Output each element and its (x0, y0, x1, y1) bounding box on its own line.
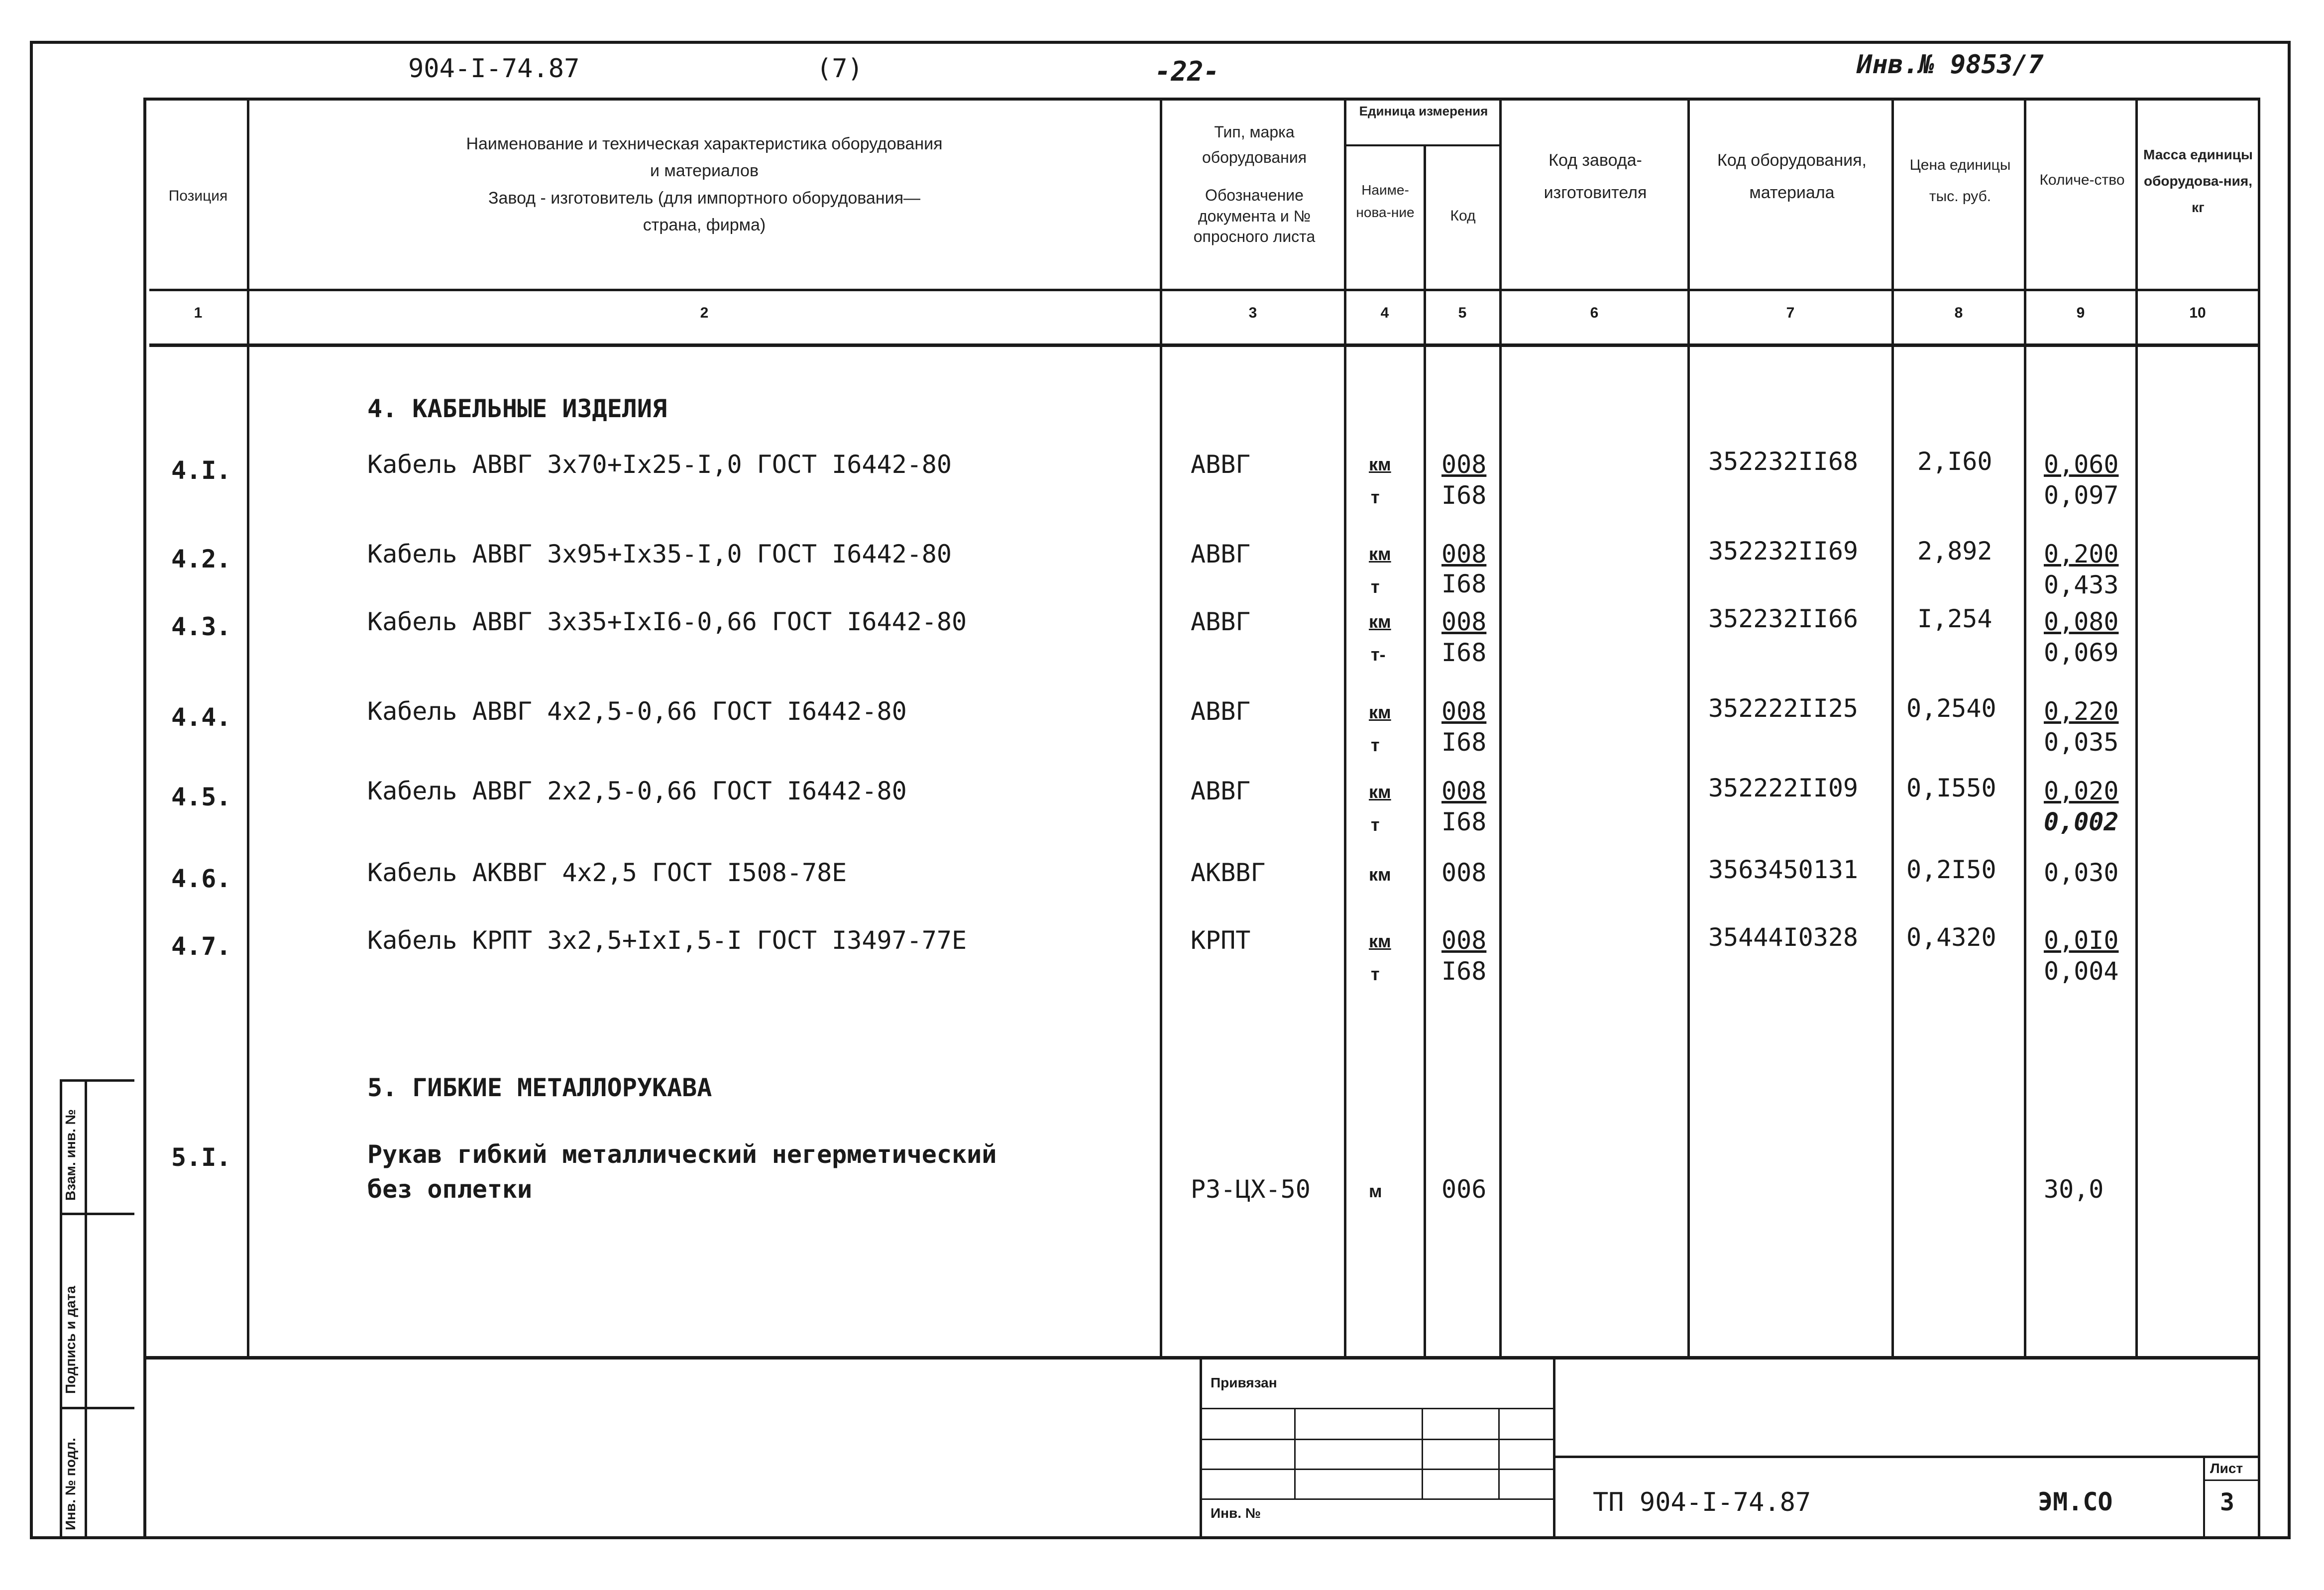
side-column-line (60, 1079, 62, 1538)
col-line-2 (1160, 98, 1162, 1357)
unit-group-line (1344, 144, 1500, 146)
row-unit: км (1369, 864, 1391, 885)
row-price: 2,I60 (1917, 447, 1992, 476)
row-position: 4.2. (171, 545, 231, 573)
sheet-paren: (7) (816, 54, 863, 84)
row-quantity: 0,035 (2044, 728, 2119, 757)
row-unit: т (1371, 964, 1380, 984)
row-material-code: 352232II66 (1708, 604, 1859, 633)
side-column-line (85, 1079, 87, 1538)
header-col6: Код завода-изготовителя (1544, 151, 1647, 202)
row-name: Рукав гибкий металлический негерметический (367, 1140, 997, 1169)
doc-code: 904-I-74.87 (408, 54, 580, 84)
row-price: I,254 (1917, 604, 1992, 633)
row-quantity: 0,069 (2044, 638, 2119, 667)
row-quantity: 30,0 (2044, 1175, 2104, 1204)
col-line-3 (1344, 98, 1346, 1357)
row-unit: т (1371, 576, 1380, 597)
row-code: 008 (1441, 607, 1487, 636)
row-code: 008 (1441, 777, 1487, 805)
title-line (1553, 1456, 2259, 1458)
row-quantity: 0,004 (2044, 957, 2119, 986)
title-code: ТП 904-I-74.87 (1593, 1487, 1811, 1517)
section-title: 4. КАБЕЛЬНЫЕ ИЗДЕЛИЯ (367, 394, 667, 423)
col-line-5 (1499, 98, 1502, 1357)
row-price: 0,2540 (1906, 694, 1996, 723)
row-quantity: 0,060 (2044, 450, 2119, 479)
row-name: Кабель АВВГ 4x2,5-0,66 ГОСТ I6442-80 (367, 697, 907, 726)
row-quantity: 0,097 (2044, 481, 2119, 510)
row-material-code: 35444I0328 (1708, 923, 1859, 952)
row-quantity: 0,200 (2044, 540, 2119, 568)
table-top (143, 98, 2259, 101)
row-name: Кабель АВВГ 3x35+IxI6-0,66 ГОСТ I6442-80 (367, 607, 967, 636)
row-code: I68 (1441, 569, 1487, 598)
col-line-10 (2258, 98, 2260, 1538)
row-material-code: 35634501З1 (1708, 855, 1859, 884)
colnum-10: 10 (2189, 305, 2206, 321)
stamp-divider (1422, 1408, 1423, 1498)
row-position: 4.7. (171, 932, 231, 961)
stamp-left (1200, 1356, 1202, 1538)
colnum-8: 8 (1954, 305, 1963, 321)
col-line-0 (143, 98, 146, 1538)
row-unit: т (1371, 814, 1380, 835)
row-position: 5.I. (171, 1143, 231, 1172)
col-line-7 (1891, 98, 1894, 1357)
row-type: АВВГ (1191, 450, 1251, 479)
row-unit: км (1369, 611, 1391, 632)
row-code: I68 (1441, 638, 1487, 667)
colnum-1: 1 (194, 305, 203, 321)
header-col3-top: Тип, марка оборудования (1202, 123, 1307, 167)
row-quantity: 0,220 (2044, 697, 2119, 726)
page-number: -22- (1155, 56, 1220, 87)
col-line-1 (247, 98, 249, 1357)
colnum-9: 9 (2076, 305, 2085, 321)
row-type: АВВГ (1191, 777, 1251, 805)
row-unit: км (1369, 702, 1391, 722)
row-type: АВВГ (1191, 697, 1251, 726)
header-col9: Количе-ство (2039, 172, 2125, 188)
row-type: КРПТ (1191, 926, 1251, 955)
header-col8: Цена единицы тыс. руб. (1909, 157, 2011, 205)
row-price: 2,892 (1917, 537, 1992, 566)
header-col1: Позиция (168, 188, 228, 204)
row-price: 0,2I50 (1906, 855, 1996, 884)
row-code: 008 (1441, 540, 1487, 568)
sheet-label: Лист (2210, 1461, 2243, 1476)
header-bottom (149, 289, 2259, 291)
col-line-6 (1687, 98, 1690, 1357)
row-material-code: 352232II69 (1708, 537, 1859, 566)
row-type: АВВГ (1191, 540, 1251, 568)
colnum-4: 4 (1380, 305, 1389, 321)
side-label-vzam: Взам. инв. № (63, 1109, 78, 1201)
row-quantity: 0,080 (2044, 607, 2119, 636)
header-col3-bottom: Обозначение документа и № опросного листа (1193, 186, 1316, 246)
row-quantity: 0,002 (2044, 807, 2119, 836)
colnum-6: 6 (1590, 305, 1599, 321)
row-code: 008 (1441, 697, 1487, 726)
sheet-divider (2203, 1456, 2205, 1538)
row-code: 008 (1441, 926, 1487, 955)
row-code: I68 (1441, 481, 1487, 510)
row-price: 0,4320 (1906, 923, 1996, 952)
side-label-inv-podl: Инв. № подл. (63, 1438, 78, 1530)
header-unit-group: Единица измерения (1359, 104, 1488, 118)
stamp-divider (1294, 1408, 1296, 1498)
side-label-podpis: Подпись и дата (63, 1286, 78, 1394)
row-type: АВВГ (1191, 607, 1251, 636)
row-quantity: 0,020 (2044, 777, 2119, 805)
row-name: Кабель АВВГ 3x70+Ix25-I,0 ГОСТ I6442-80 (367, 450, 952, 479)
row-name: Кабель АКВВГ 4x2,5 ГОСТ I508-78Е (367, 858, 847, 887)
side-line (60, 1213, 134, 1215)
row-code: 006 (1441, 1175, 1487, 1204)
header-col2: Наименование и техническая характеристика оборудования и материалов Завод - изготовитель (для импортного оборудования— страна, фирма) (466, 134, 943, 235)
row-unit: м (1369, 1181, 1382, 1201)
row-name: без оплетки (367, 1175, 533, 1204)
row-quantity: 0,030 (2044, 858, 2119, 887)
row-quantity: 0,433 (2044, 570, 2119, 599)
stamp-line (1201, 1469, 1554, 1470)
row-price: 0,I550 (1906, 774, 1996, 802)
stamp-inv-no: Инв. № (1211, 1505, 1261, 1521)
row-position: 4.5. (171, 783, 231, 811)
row-code: I68 (1441, 807, 1487, 836)
row-code: I68 (1441, 957, 1487, 986)
stamp-line (1201, 1498, 1554, 1500)
stamp-line (1201, 1439, 1554, 1440)
stamp-privyazan: Привязан (1211, 1375, 1277, 1390)
set-code: ЭМ.СО (2038, 1487, 2113, 1516)
row-code: I68 (1441, 728, 1487, 757)
row-position: 4.4. (171, 703, 231, 732)
row-unit: т- (1371, 644, 1386, 665)
top-border (30, 41, 2290, 44)
row-position: 4.6. (171, 864, 231, 893)
colnum-3: 3 (1248, 305, 1257, 321)
inventory-number: Инв.№ 9853/7 (1857, 50, 2044, 80)
row-material-code: 352222II25 (1708, 694, 1859, 723)
header-col5: Код (1450, 208, 1476, 224)
row-unit: км (1369, 454, 1391, 474)
header-col4: Наиме-нова-ние (1356, 182, 1415, 220)
sheet-number: 3 (2220, 1488, 2234, 1516)
row-unit: км (1369, 544, 1391, 564)
col-line-8 (2024, 98, 2026, 1357)
section-title: 5. ГИБКИЕ МЕТАЛЛОРУКАВА (367, 1073, 712, 1102)
row-position: 4.3. (171, 612, 231, 641)
stamp-line (1201, 1408, 1554, 1409)
row-unit: км (1369, 782, 1391, 802)
row-name: Кабель АВВГ 3x95+Ix35-I,0 ГОСТ I6442-80 (367, 540, 952, 568)
frame-right (2288, 41, 2291, 1539)
row-type: АКВВГ (1191, 858, 1266, 887)
row-unit: т (1371, 735, 1380, 755)
row-name: Кабель АВВГ 2x2,5-0,66 ГОСТ I6442-80 (367, 777, 907, 805)
row-material-code: 352232II68 (1708, 447, 1859, 476)
stamp-divider (1498, 1408, 1500, 1498)
row-name: Кабель КРПТ 3x2,5+IxI,5-I ГОСТ I3497-77Е (367, 926, 967, 955)
side-line (60, 1407, 134, 1409)
frame-bottom (30, 1536, 2291, 1539)
stamp-right (1553, 1356, 1555, 1538)
frame-left-outer (30, 41, 33, 1539)
row-quantity: 0,0I0 (2044, 926, 2119, 955)
row-code: 008 (1441, 450, 1487, 479)
row-unit: т (1371, 487, 1380, 507)
sheet-line (2204, 1479, 2259, 1481)
header-col7: Код оборудования, материала (1717, 151, 1867, 202)
header-col10: Масса единицы оборудова-ния, кг (2143, 147, 2253, 216)
side-line (60, 1079, 134, 1082)
col-line-4 (1424, 144, 1426, 1357)
row-unit: км (1369, 931, 1391, 951)
colnum-bottom (149, 343, 2259, 347)
col-line-9 (2135, 98, 2138, 1357)
row-position: 4.I. (171, 456, 231, 485)
colnum-7: 7 (1786, 305, 1795, 321)
row-type: РЗ-ЦХ-50 (1191, 1175, 1311, 1204)
colnum-2: 2 (700, 305, 709, 321)
row-code: 008 (1441, 858, 1487, 887)
row-material-code: 352222II09 (1708, 774, 1859, 802)
colnum-5: 5 (1458, 305, 1467, 321)
